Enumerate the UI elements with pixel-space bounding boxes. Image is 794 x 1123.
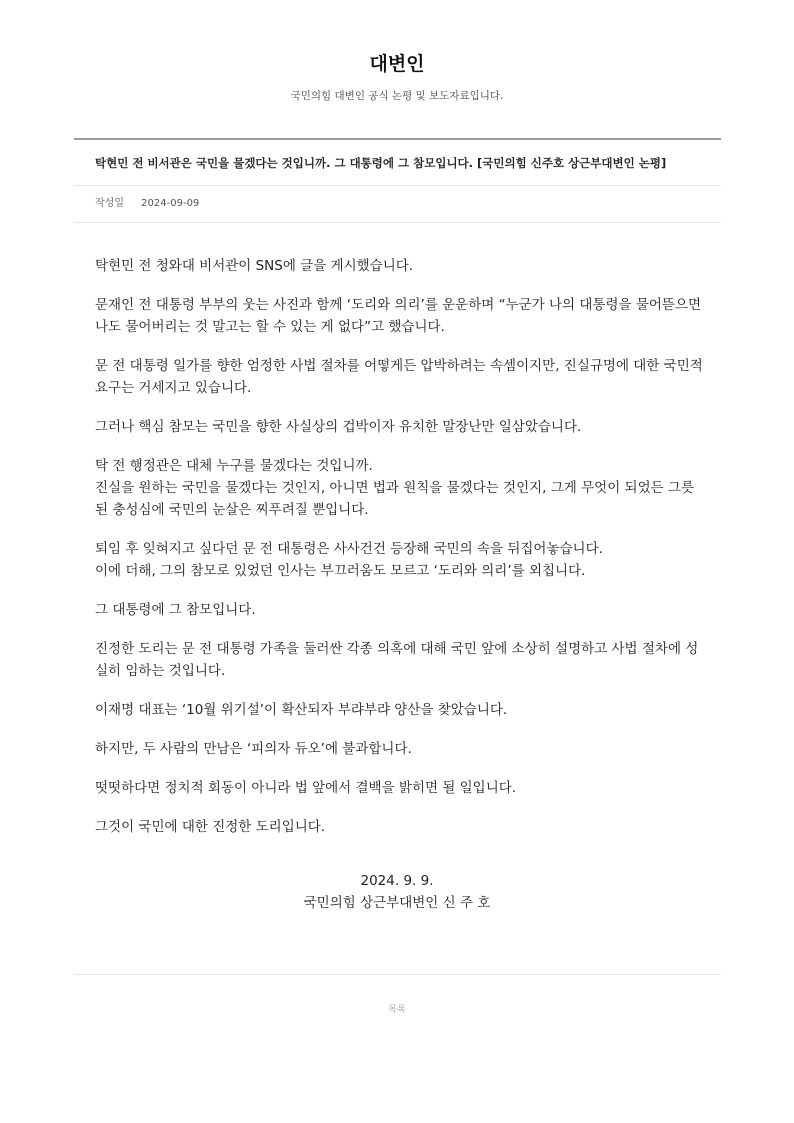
paragraph: 탁현민 전 청와대 비서관이 SNS에 글을 게시했습니다.: [95, 258, 414, 274]
paragraph: 그 대통령에 그 참모입니다.: [95, 602, 256, 618]
article-meta: [95, 195, 199, 213]
paragraph: 그러나 핵심 참모는 국민을 향한 사실상의 겁박이자 유치한 말장난만 일삼았습니다.: [95, 419, 582, 435]
footer-divider: [74, 974, 721, 975]
signature-name: 국민의힘 상근부대변인 신 주 호: [303, 895, 491, 911]
title-divider: [74, 185, 721, 186]
article-body: [95, 255, 705, 855]
paragraph: 퇴임 후 잊혀지고 싶다던 문 전 대통령은 사사건건 등장해 국민의 속을 뒤집어놓습니다. 이에 더해, 그의 참모로 있었던 인사는 부끄러움도 모르고 ‘도리와 의리’를 외칩니다.: [95, 541, 603, 579]
paragraph: 문 전 대통령 일가를 향한 엄정한 사법 절차를 어떻게든 압박하려는 속셈이지만, 진실규명에 대한 국민적 요구는 거세지고 있습니다.: [95, 358, 703, 396]
signature-block: [0, 870, 794, 914]
paragraph: 떳떳하다면 정치적 회동이 아니라 법 앞에서 결백을 밝히면 될 일입니다.: [95, 780, 517, 796]
list-button[interactable]: 목록: [388, 1005, 406, 1015]
signature-date: 2024. 9. 9.: [360, 873, 434, 889]
meta-divider: [74, 222, 721, 223]
header-divider: [74, 138, 721, 140]
paragraph: 이재명 대표는 ‘10월 위기설’이 확산되자 부랴부랴 양산을 찾았습니다.: [95, 702, 508, 718]
paragraph: 그것이 국민에 대한 진정한 도리입니다.: [95, 819, 326, 835]
site-description: 국민의힘 대변인 공식 논평 및 보도자료입니다.: [290, 90, 504, 102]
paragraph: 탁 전 행정관은 대체 누구를 물겠다는 것입니까. 진실을 원하는 국민을 물겠다는 것인지, 아니면 법과 원칙을 물겠다는 것인지, 그게 무엇이 되었든 그릇된 충성심에 국민의 눈살은 찌푸려질 뿐입니다.: [95, 458, 695, 518]
site-title: 대변인: [369, 53, 425, 75]
paragraph: 하지만, 두 사람의 만남은 ‘피의자 듀오’에 불과합니다.: [95, 741, 412, 757]
paragraph: 진정한 도리는 문 전 대통령 가족을 둘러싼 각종 의혹에 대해 국민 앞에 소상히 설명하고 사법 절차에 성실히 임하는 것입니다.: [95, 641, 699, 679]
paragraph: 문재인 전 대통령 부부의 웃는 사진과 함께 ‘도리와 의리’를 운운하며 “누군가 나의 대통령을 물어뜯으면 나도 물어버리는 것 말고는 할 수 있는 게 없다”고 했습니다.: [95, 297, 702, 335]
date-label: 작성일: [95, 198, 124, 209]
date-value: 2024-09-09: [141, 198, 200, 209]
article-title: 탁현민 전 비서관은 국민을 물겠다는 것입니까. 그 대통령에 그 참모입니다. [국민의힘 신주호 상근부대변인 논평]: [95, 156, 667, 170]
